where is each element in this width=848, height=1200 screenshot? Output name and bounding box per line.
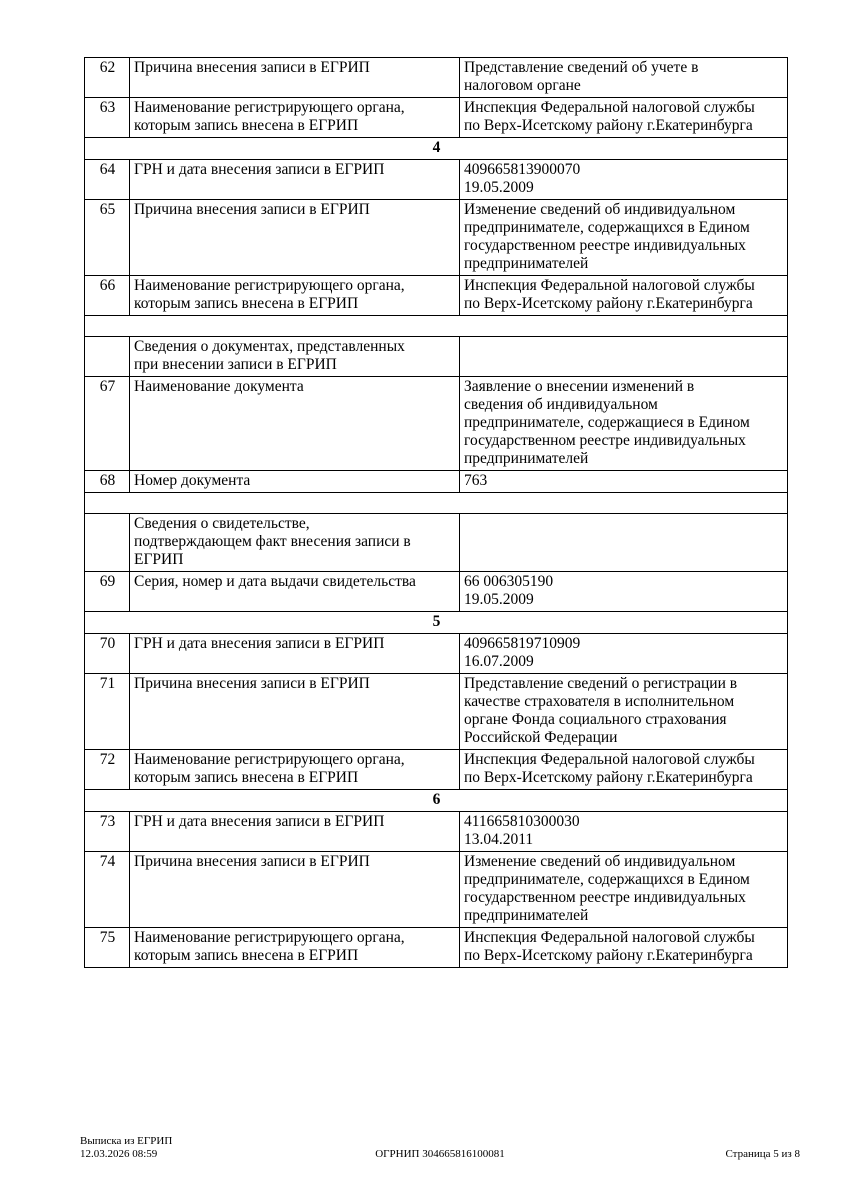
value-line: 409665813900070 (464, 161, 581, 178)
row-label-cell (130, 377, 460, 471)
table-row (85, 471, 788, 493)
value-line: Заявление о внесении изменений в (464, 378, 695, 395)
footer-left-block (80, 1135, 305, 1160)
label-line: которым запись внесена в ЕГРИП (134, 769, 359, 786)
row-number-cell (85, 337, 130, 377)
row-label-cell (130, 750, 460, 790)
label-line: Серия, номер и дата выдачи свидетельства (134, 573, 416, 590)
label-line: Причина внесения записи в ЕГРИП (134, 853, 370, 870)
table-row (85, 377, 788, 471)
label-line: Номер документа (134, 472, 251, 489)
row-value-cell (460, 276, 788, 316)
label-line: Причина внесения записи в ЕГРИП (134, 59, 370, 76)
label-line: Наименование регистрирующего органа, (134, 99, 405, 116)
value-line: предпринимателе, содержащиеся в Едином (464, 414, 750, 431)
row-value-cell (460, 750, 788, 790)
spacer-row (85, 316, 788, 337)
row-number-cell: 74 (85, 852, 130, 928)
table-row (85, 852, 788, 928)
value-line: 763 (464, 472, 488, 489)
row-label-cell (130, 337, 460, 377)
spacer-cell (85, 316, 788, 337)
row-number-cell: 67 (85, 377, 130, 471)
row-number-cell: 73 (85, 812, 130, 852)
section-number-row (85, 790, 788, 812)
label-line: которым запись внесена в ЕГРИП (134, 947, 359, 964)
value-line: Инспекция Федеральной налоговой службы (464, 929, 755, 946)
row-value-cell (460, 852, 788, 928)
row-number-cell: 71 (85, 674, 130, 750)
section-number-row (85, 138, 788, 160)
spacer-cell (85, 493, 788, 514)
row-number-cell: 63 (85, 98, 130, 138)
row-value-cell (460, 200, 788, 276)
table-row (85, 674, 788, 750)
value-line: Инспекция Федеральной налоговой службы (464, 751, 755, 768)
row-value-cell (460, 471, 788, 493)
row-value-cell (460, 928, 788, 968)
row-label-cell (130, 276, 460, 316)
row-label-cell (130, 812, 460, 852)
value-line: 16.07.2009 (464, 653, 534, 670)
row-value-cell (460, 160, 788, 200)
value-line: предпринимателе, содержащихся в Едином (464, 871, 750, 888)
row-label-cell (130, 200, 460, 276)
value-line: сведения об индивидуальном (464, 396, 658, 413)
value-line: 19.05.2009 (464, 179, 534, 196)
value-line: налоговом органе (464, 77, 581, 94)
label-line: которым запись внесена в ЕГРИП (134, 295, 359, 312)
ogrnip-label: ОГРНИП 304665816100081 (375, 1147, 505, 1160)
table-row (85, 572, 788, 612)
page-footer (80, 1135, 800, 1160)
value-line: органе Фонда социального страхования (464, 711, 727, 728)
value-line: предпринимателей (464, 907, 589, 924)
section-number-cell: 6 (85, 790, 788, 812)
section-number-cell: 5 (85, 612, 788, 634)
label-line: подтверждающем факт внесения записи в (134, 533, 411, 550)
egrip-table-body (85, 58, 788, 968)
label-line: Причина внесения записи в ЕГРИП (134, 201, 370, 218)
row-label-cell (130, 58, 460, 98)
value-line: государственном реестре индивидуальных (464, 432, 746, 449)
subsection-header-row (85, 514, 788, 572)
row-value-cell (460, 572, 788, 612)
value-line: предпринимателе, содержащихся в Едином (464, 219, 750, 236)
value-line: 13.04.2011 (464, 831, 534, 848)
row-label-cell (130, 674, 460, 750)
subsection-header-row (85, 337, 788, 377)
table-row (85, 98, 788, 138)
value-line: Инспекция Федеральной налоговой службы (464, 277, 755, 294)
row-value-cell (460, 514, 788, 572)
value-line: по Верх-Исетскому району г.Екатеринбурга (464, 769, 753, 786)
value-line: государственном реестре индивидуальных (464, 237, 746, 254)
row-value-cell (460, 337, 788, 377)
row-number-cell: 66 (85, 276, 130, 316)
table-row (85, 160, 788, 200)
row-number-cell: 69 (85, 572, 130, 612)
value-line: Инспекция Федеральной налоговой службы (464, 99, 755, 116)
section-number-cell: 4 (85, 138, 788, 160)
value-line: 409665819710909 (464, 635, 581, 652)
value-line: по Верх-Исетскому району г.Екатеринбурга (464, 295, 753, 312)
row-label-cell (130, 634, 460, 674)
row-value-cell (460, 377, 788, 471)
value-line: государственном реестре индивидуальных (464, 889, 746, 906)
table-row (85, 812, 788, 852)
label-line: Сведения о свидетельстве, (134, 515, 310, 532)
label-line: ГРН и дата внесения записи в ЕГРИП (134, 813, 385, 830)
label-line: Наименование регистрирующего органа, (134, 751, 405, 768)
label-line: Наименование регистрирующего органа, (134, 277, 405, 294)
table-row (85, 928, 788, 968)
row-value-cell (460, 634, 788, 674)
table-row (85, 750, 788, 790)
row-value-cell (460, 812, 788, 852)
row-label-cell (130, 572, 460, 612)
row-number-cell: 68 (85, 471, 130, 493)
table-row (85, 634, 788, 674)
row-number-cell: 70 (85, 634, 130, 674)
value-line: Представление сведений о регистрации в (464, 675, 738, 692)
value-line: по Верх-Исетскому району г.Екатеринбурга (464, 117, 753, 134)
row-label-cell (130, 852, 460, 928)
value-line: предпринимателей (464, 450, 589, 467)
egrip-records-table (84, 57, 788, 968)
label-line: при внесении записи в ЕГРИП (134, 356, 337, 373)
value-line: по Верх-Исетскому району г.Екатеринбурга (464, 947, 753, 964)
value-line: 66 006305190 (464, 573, 554, 590)
value-line: качестве страхователя в исполнительном (464, 693, 735, 710)
row-label-cell (130, 471, 460, 493)
export-datetime: 12.03.2026 08:59 (80, 1147, 158, 1160)
label-line: ГРН и дата внесения записи в ЕГРИП (134, 635, 385, 652)
row-number-cell: 75 (85, 928, 130, 968)
row-value-cell (460, 674, 788, 750)
value-line: Российской Федерации (464, 729, 618, 746)
label-line: Причина внесения записи в ЕГРИП (134, 675, 370, 692)
row-number-cell: 64 (85, 160, 130, 200)
page-indicator: Страница 5 из 8 (725, 1147, 800, 1160)
value-line: 411665810300030 (464, 813, 580, 830)
value-line: Представление сведений об учете в (464, 59, 699, 76)
row-number-cell: 72 (85, 750, 130, 790)
value-line: Изменение сведений об индивидуальном (464, 853, 736, 870)
value-line: 19.05.2009 (464, 591, 534, 608)
label-line: которым запись внесена в ЕГРИП (134, 117, 359, 134)
spacer-row (85, 493, 788, 514)
label-line: Сведения о документах, представленных (134, 338, 405, 355)
table-row (85, 200, 788, 276)
row-value-cell (460, 58, 788, 98)
table-row (85, 58, 788, 98)
row-label-cell (130, 160, 460, 200)
row-label-cell (130, 928, 460, 968)
row-number-cell (85, 514, 130, 572)
table-row (85, 276, 788, 316)
row-value-cell (460, 98, 788, 138)
row-number-cell: 62 (85, 58, 130, 98)
label-line: Наименование документа (134, 378, 304, 395)
row-label-cell (130, 514, 460, 572)
label-line: ЕГРИП (134, 551, 184, 568)
label-line: Наименование регистрирующего органа, (134, 929, 405, 946)
label-line: ГРН и дата внесения записи в ЕГРИП (134, 161, 385, 178)
doc-type-label: Выписка из ЕГРИП (80, 1135, 173, 1147)
value-line: предпринимателей (464, 255, 589, 272)
value-line: Изменение сведений об индивидуальном (464, 201, 736, 218)
row-label-cell (130, 98, 460, 138)
section-number-row (85, 612, 788, 634)
row-number-cell: 65 (85, 200, 130, 276)
